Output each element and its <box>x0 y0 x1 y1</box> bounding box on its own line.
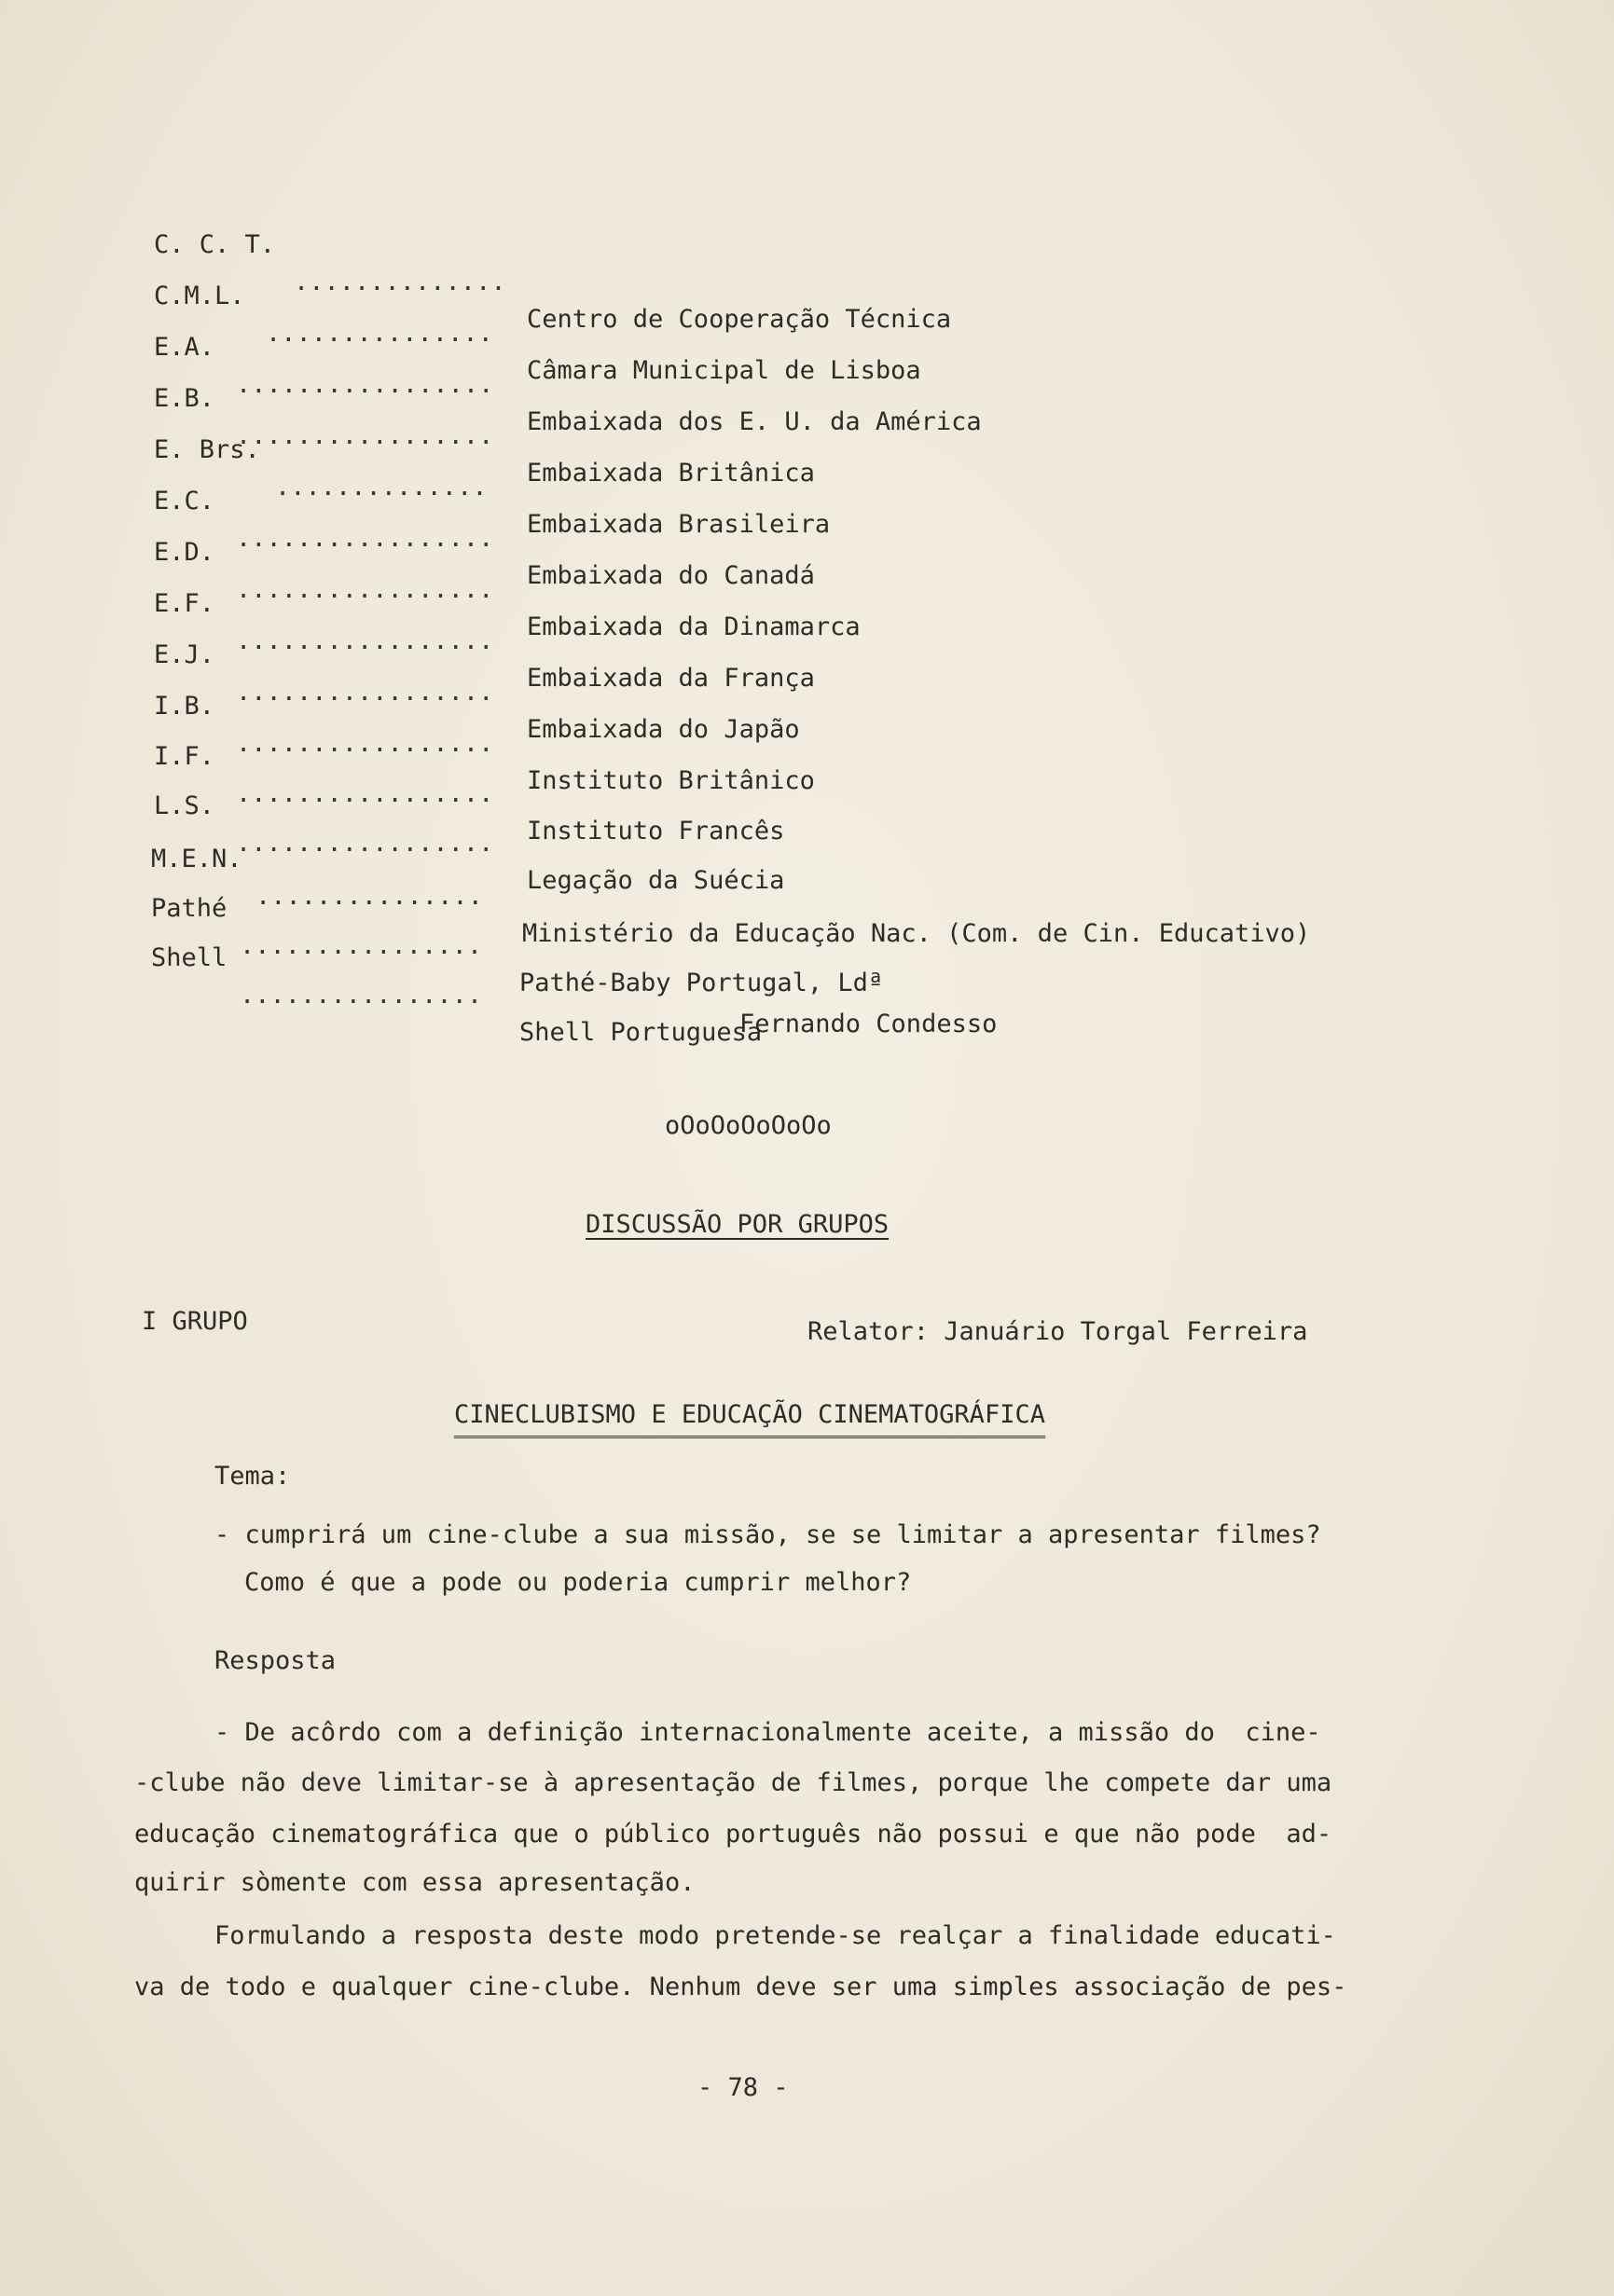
abbreviation-key: C. C. T. <box>154 230 276 259</box>
signature: Fernando Condesso <box>739 1010 998 1038</box>
abbreviation-key: E.C. <box>154 487 215 516</box>
abbreviation-value: Embaixada do Canadá <box>527 561 815 590</box>
abbreviation-key: E.B. <box>154 384 215 413</box>
abbreviation-value: Instituto Francês <box>527 817 785 846</box>
abbreviation-value: Shell Portuguesa <box>519 1018 763 1047</box>
abbreviation-value: Pathé-Baby Portugal, Ldª <box>519 969 884 997</box>
topic-title: CINECLUBISMO E EDUCAÇÃO CINEMATOGRÁFICA <box>454 1396 1045 1438</box>
leader-dots: ................ <box>240 931 483 960</box>
page-number: - 78 - <box>697 2073 789 2102</box>
leader-dots: ................. <box>236 524 494 553</box>
abbreviation-key: Shell <box>151 943 228 972</box>
abbreviation-key: E.J. <box>154 640 215 669</box>
theme-question: - cumprirá um cine-clube a sua missão, se se limitar a apresentar filmes? <box>214 1520 1321 1549</box>
abbreviation-value: Legação da Suécia <box>527 866 785 895</box>
answer-line: - De acôrdo com a definição internacionalmente aceite, a missão do cine- <box>214 1718 1321 1747</box>
answer-line: quirir sòmente com essa apresentação. <box>134 1868 696 1897</box>
paragraph-line: Formulando a resposta deste modo pretende-se realçar a finalidade educati- <box>214 1921 1336 1950</box>
reporter: Relator: Januário Torgal Ferreira <box>807 1317 1308 1346</box>
abbreviation-value: Embaixada dos E. U. da América <box>527 407 982 436</box>
paragraph-line: va de todo e qualquer cine-clube. Nenhum deve ser uma simples associação de pes- <box>134 1973 1347 2001</box>
abbreviation-value: Embaixada da França <box>527 664 815 693</box>
abbreviation-key: E.D. <box>154 538 215 567</box>
leader-dots: .............. <box>275 473 488 502</box>
abbreviation-key: Pathé <box>151 894 228 923</box>
abbreviation-key: E.F. <box>154 589 215 618</box>
abbreviation-key: E.A. <box>154 333 215 362</box>
abbreviation-key: I.B. <box>154 692 215 721</box>
abbreviation-key: E. Brs. <box>154 435 260 464</box>
leader-dots: ................ <box>240 981 483 1010</box>
answer-label: Resposta <box>214 1646 337 1675</box>
abbreviation-key: L.S. <box>154 791 215 820</box>
abbreviation-value: Instituto Britânico <box>527 766 815 795</box>
theme-label: Tema: <box>214 1462 291 1491</box>
leader-dots: ................. <box>236 678 494 707</box>
section-title: DISCUSSÃO POR GRUPOS <box>586 1210 890 1239</box>
abbreviation-key: M.E.N. <box>151 845 242 873</box>
abbreviation-value: Centro de Cooperação Técnica <box>527 305 952 334</box>
separator: oOoOoOoOoOo <box>665 1111 832 1140</box>
leader-dots: ................. <box>236 370 494 399</box>
abbreviation-value: Embaixada do Japão <box>527 715 800 744</box>
leader-dots: ................. <box>236 729 494 758</box>
abbreviation-key: C.M.L. <box>154 282 245 310</box>
leader-dots: ................. <box>236 626 494 655</box>
leader-dots: ............... <box>266 319 493 348</box>
group-label: I GRUPO <box>142 1307 248 1336</box>
abbreviation-value: Embaixada Britânica <box>527 459 815 488</box>
leader-dots: ................. <box>236 829 494 858</box>
leader-dots: ................. <box>236 779 494 808</box>
answer-line: -clube não deve limitar-se à apresentação de filmes, porque lhe compete dar uma <box>134 1768 1332 1797</box>
leader-dots: ............... <box>255 882 483 911</box>
abbreviation-key: I.F. <box>154 742 215 771</box>
abbreviation-value: Embaixada da Dinamarca <box>527 612 861 641</box>
theme-question-continued: Como é que a pode ou poderia cumprir melhor? <box>244 1568 912 1597</box>
abbreviation-value: Embaixada Brasileira <box>527 510 831 539</box>
leader-dots: ................. <box>236 421 494 450</box>
abbreviation-value: Ministério da Educação Nac. (Com. de Cin. Educativo) <box>522 919 1311 948</box>
leader-dots: ................. <box>236 575 494 604</box>
abbreviation-value: Câmara Municipal de Lisboa <box>527 356 921 385</box>
answer-line: educação cinematográfica que o público português não possui e que não pode ad- <box>134 1820 1332 1849</box>
leader-dots: .............. <box>294 268 506 296</box>
